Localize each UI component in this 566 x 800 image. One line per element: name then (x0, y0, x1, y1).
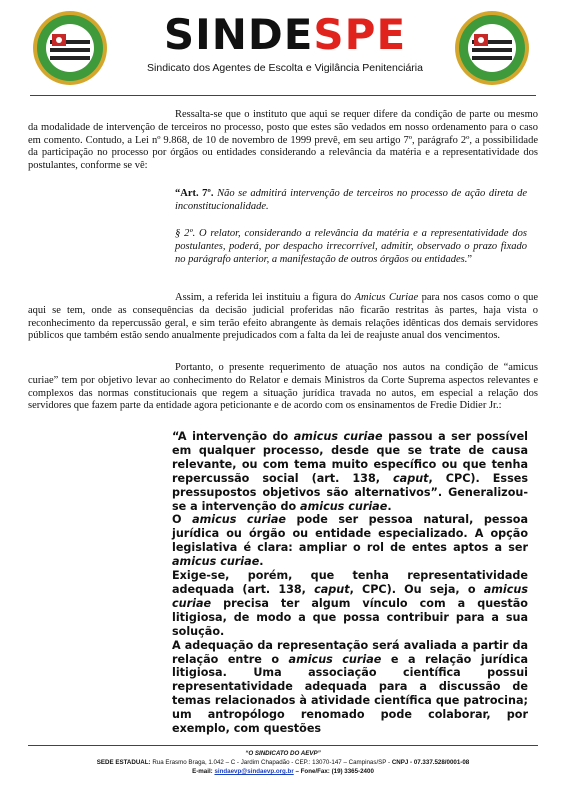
bq-text: O (172, 513, 193, 527)
footer-cnpj: CNPJ - 07.337.528/0001-08 (391, 759, 470, 766)
footer-email-link[interactable]: sindaevp@sindaevp.org.br (214, 768, 294, 775)
bq-text: e a relação jurídica litigiosa. Uma associação científica possui representatividade adequada para a discussão de temas relacionados à atividade científica que patrocina; um antropólogo renomado pode colaborar, por exemplo, com questões (172, 652, 529, 736)
paragraph-2-end: para nos casos como o que aqui se tem, onde as consequências da decisão judicial proferidas não ficarão restritas às partes, haja vista o reconhecimento da repercussão geral, e sim terão efeito abrangente às demais relações idênticas dos demais servidores públicos que também estão sendo anualmente prejudicados com a falta da lei de reajuste anual dos vencimentos. (28, 292, 539, 342)
bq-text: , CPC). Ou seja, o (349, 582, 484, 596)
brand-subtitle: Sindicato dos Agentes de Escolta e Vigilância Penitenciária (147, 62, 423, 74)
brand-logo (120, 12, 450, 58)
union-seal-left (32, 10, 108, 86)
paragraph-2-start: Assim, a referida lei instituiu a figura do (175, 292, 355, 303)
footer-email-label: E-mail: (192, 768, 215, 775)
didier-block-quote (172, 430, 529, 736)
brand-logo-part1: SINDE (163, 10, 314, 59)
block-quote-para-1 (172, 430, 528, 513)
bq-text: passou a ser possível em qualquer processo, desde que se trate de causa relevante, ou com tema muito específico ou que tenha repercussão social (art. 138, (172, 430, 528, 485)
bq-term: amicus curiae (192, 513, 286, 527)
brand-logo-part2: SPE (313, 10, 407, 59)
block-quote-para-2 (172, 513, 528, 569)
paragraph-2 (28, 292, 538, 343)
bq-text: “A intervenção do (172, 430, 294, 443)
bq-text: A adequação da representação será avaliada a partir da relação entre o (172, 638, 528, 666)
bq-term: amicus curiae (288, 652, 382, 666)
block-quote-para-4 (172, 639, 528, 736)
paragraph-3: Portanto, o presente requerimento de atuação nos autos na condição de “amicus curiae” tem por objetivo levar ao conhecimento do Relator e demais Ministros da Corte Suprema aspectos relevantes e complexos das normas constitucionais que regem a situação jurídica travada no autos, em especial a relação dos servidores que fazem parte da entidade agora peticionante e de acordo com os ensinamentos de Fredie Didier Jr.: (28, 362, 538, 412)
bq-text: pode ser pessoa natural, pessoa jurídica ou órgão ou entidade especializado. A opção legislativa é clara: ampliar o rol de entes aptos a ser (172, 513, 529, 555)
footer-divider (28, 745, 538, 746)
letterhead (0, 0, 566, 96)
bq-term: amicus curiae (293, 430, 383, 443)
article-label: Art. 7º. (180, 188, 214, 199)
quote-open-mark: “ (175, 188, 181, 199)
footer-address: Rua Erasmo Braga, 1.042 – C - Jardim Chapadão - CEP.: 13070-147 – Campinas/SP - (150, 759, 392, 766)
bq-term: caput (393, 471, 429, 485)
bq-text: . (259, 555, 264, 569)
amicus-curiae-term: Amicus Curiae (354, 292, 419, 303)
footer-phone: – Fone/Fax: (19) 3365-2400 (295, 768, 374, 775)
block-quote-para-3 (172, 569, 528, 639)
bq-text: Exige-se, porém, que tenha representatividade adequada (art. 138, (172, 569, 528, 596)
law-quote-article (175, 188, 527, 214)
bq-term: amicus curiae (172, 555, 260, 569)
bq-term: amicus curiae (300, 499, 388, 513)
bq-term: amicus curiae (172, 582, 528, 610)
footer-contact-line (0, 767, 566, 776)
brand-block (120, 12, 450, 74)
bq-text: precisa ter algum vínculo com a questão litigiosa, de modo a que possa contribuir para a sua solução. (172, 596, 528, 638)
bq-term: caput (314, 582, 350, 596)
union-seal-right (454, 10, 530, 86)
bq-text: , CPC). Esses pressupostos objetivos são alternativos”. Generalizou-se a intervenção do (172, 471, 529, 513)
article-text: Não se admitirá intervenção de terceiros no processo de ação direta de inconstitucionalidade. (175, 188, 527, 212)
page-footer (0, 749, 566, 776)
footer-address-line (0, 758, 566, 767)
footer-sede-label: SEDE ESTADUAL: (96, 759, 151, 766)
bq-text: . (387, 499, 392, 513)
law-quote-paragraph (175, 228, 527, 266)
paragraph-1: Ressalta-se que o instituto que aqui se requer difere da condição de parte ou mesmo da modalidade de intervenção de terceiros no processo, posto que estes são vedados em nosso ordenamento para o caso em comento. Contudo, a Lei nº 9.868, de 10 de novembro de 1999 prevê, em seu artigo 7º, parágrafo 2º, a possibilidade da participação no processo por órgãos ou entidades considerando a relevância da matéria e a representatividade dos postulantes, conforme se vê: (28, 109, 538, 172)
paragraph-text: § 2º. O relator, considerando a relevância da matéria e a representatividade dos postulantes, poderá, por despacho irrecorrível, admitir, observado o prazo fixado no parágrafo anterior, a manifestação de outros órgãos ou entidades. (175, 228, 527, 265)
footer-motto: “O SINDICATO DO AEVP” (245, 750, 321, 757)
header-divider (30, 95, 536, 96)
quote-close-mark: ” (467, 253, 473, 265)
